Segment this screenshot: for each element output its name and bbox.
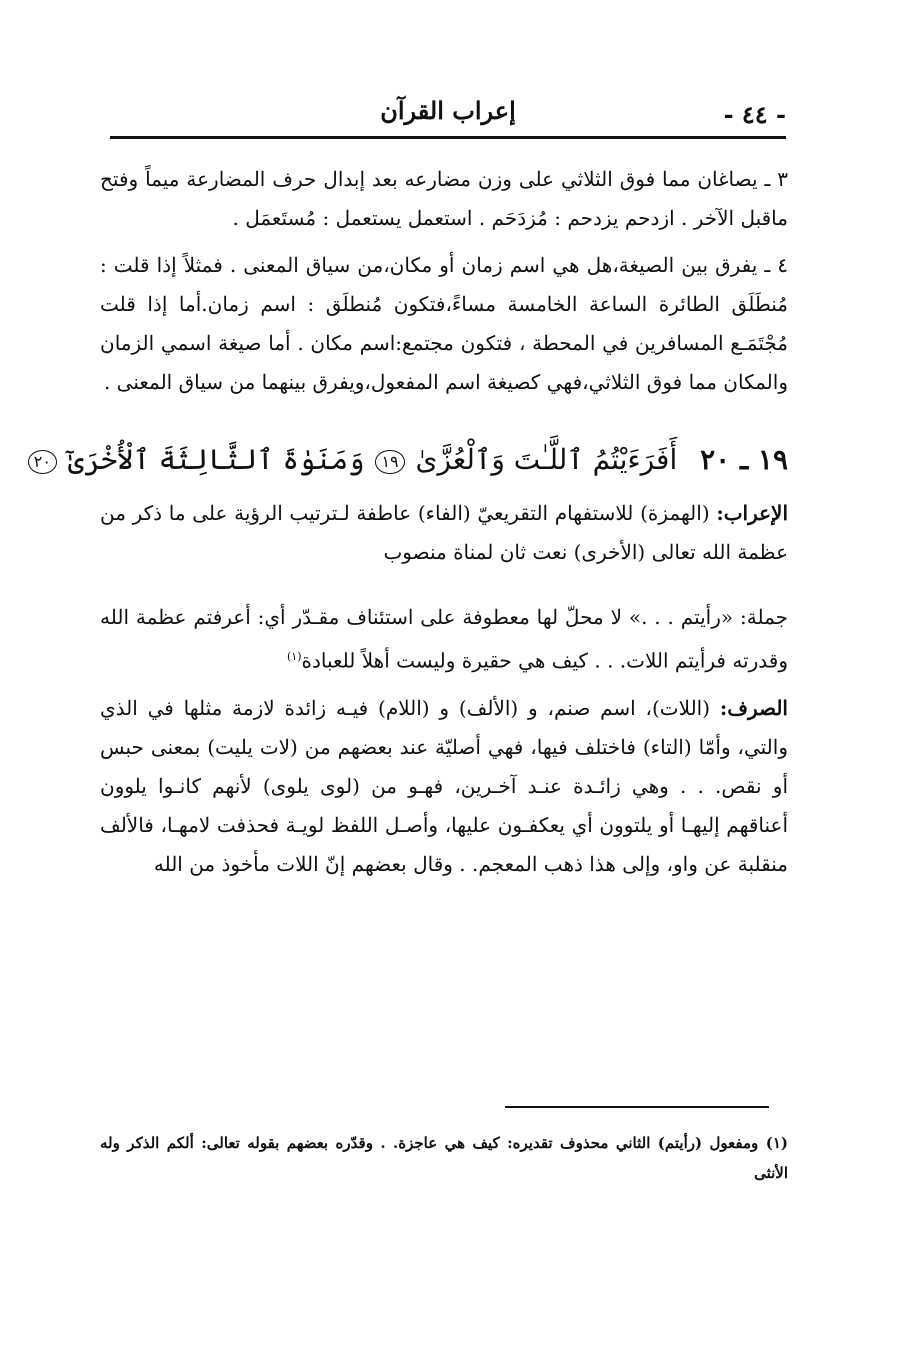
verse-text-2: وَمَنَوٰةَ ٱلثَّالِثَةَ ٱلْأُخْرَىٰٓ <box>67 443 365 476</box>
verse-end-marker-19: ١٩ <box>375 450 404 474</box>
jumla-text: جملة: «رأيتم . . .» لا محلّ لها معطوفة على استئناف مقـدّر أي: أعرفتم عظمة الله وقدرته فرأيتم اللات. . . كيف هي حقيرة وليست أهلاً للعبادة <box>100 605 788 673</box>
page-number: - ٤٤ - <box>723 100 786 129</box>
sarf-text: (اللات)، اسم صنم، و (الألف) و (اللام) فيـه زائدة لازمة مثلها في الذي والتي، وأمّا (التاء) فاختلف فيها، فهي أصليّة عند بعضهم من (لات يليت) بمعنى حبس أو نقص. . . وهي زائـدة عنـد آخـرين، فهـو من (لوى يلوى) لأنهم كانـوا يلوون أعناقهم إليهـا أو يلتوون أي يعكفـون عليها، وأصـل اللفظ لويـة فحذفت لامهـا، فالألف منقلبة عن واو، وإلى هذا ذهب المعجم. . وقال بعضهم إنّ اللات مأخوذ من الله <box>100 695 788 876</box>
page-body <box>33 160 789 892</box>
sarf-label: الصرف: <box>719 695 788 720</box>
header-rule <box>110 136 786 139</box>
verse-text-1: أَفَرَءَيْتُمُ ٱللَّـٰتَ وَٱلْعُزَّىٰ <box>415 443 678 476</box>
paragraph-rule-4: ٤ ـ يفرق بين الصيغة،هل هي اسم زمان أو مكان،من سياق المعنى . فمثلاً إذا قلت : مُنطَلَق الطائرة الساعة الخامسة مساءً،فتكون مُنطلَق : اسم زمان.أما إذا قلت مُجْتَمَـع المسافرين في المحطة ، فتكون مجتمع:اسم مكان . أما صيغة اسمي الزمان والمكان مما فوق الثلاثي،فهي كصيغة اسم المفعول،ويفرق بينهما من سياق المعنى . <box>100 253 788 394</box>
footnote: (١) ومفعول (رأيتم) الثاني محذوف تقديره: كيف هي عاجزة. . وقدّره بعضهم بقوله تعالى: ألكم الذكر وله الأنثى <box>100 1134 788 1182</box>
verse-end-marker-20: ٢٠ <box>28 450 57 474</box>
footnote-reference[interactable]: (١) <box>287 650 302 663</box>
sarf-paragraph <box>100 689 788 884</box>
irab-paragraph <box>100 494 788 572</box>
footnote-rule <box>505 1106 769 1108</box>
irab-text: (الهمزة) للاستفهام التقريعيّ (الفاء) عاطفة لـترتيب الرؤية على ما ذكر من عظمة الله تعالى (الأخرى) نعت ثان لمناة منصوب <box>100 501 788 564</box>
irab-label: الإعراب: <box>716 501 789 525</box>
quran-verse <box>33 432 788 488</box>
verse-numbers: ١٩ ـ ٢٠ <box>700 443 788 476</box>
paragraph-rule-3: ٣ ـ يصاغان مما فوق الثلاثي على وزن مضارعه بعد إبدال حرف المضارعة ميماً وفتح ماقبل الآخر . ازدحم يزدحم : مُزدَحَم . استعمل يستعمل : مُستَعمَل . <box>100 167 788 230</box>
running-title: إعراب القرآن <box>380 96 516 125</box>
page-header <box>110 92 786 132</box>
jumla-paragraph <box>100 598 788 681</box>
